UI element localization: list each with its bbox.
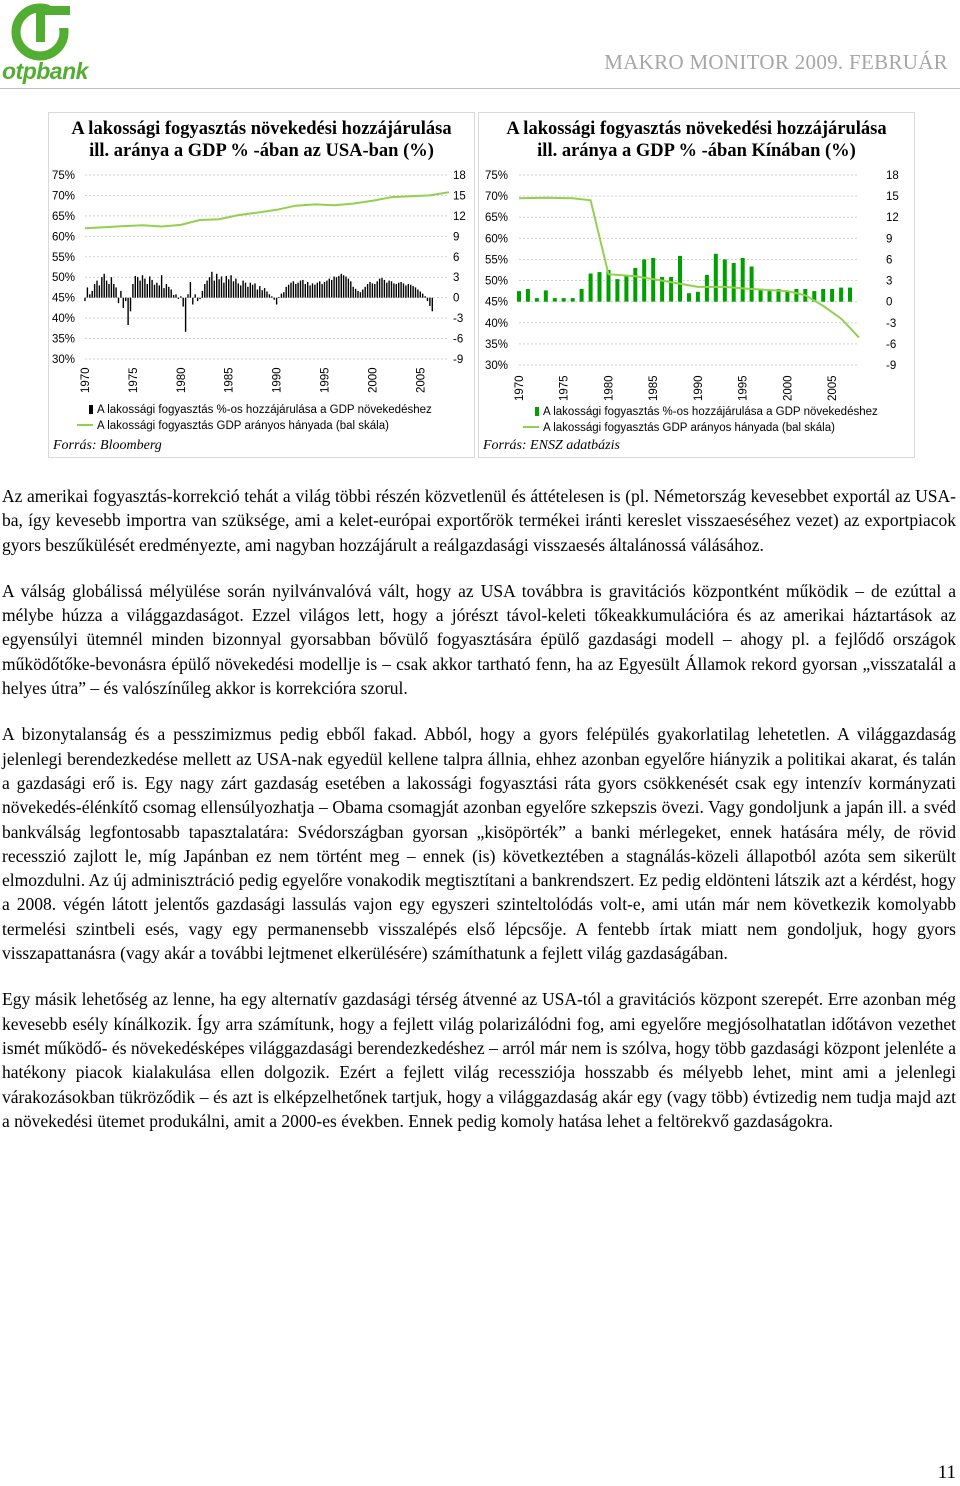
- contribution-bar: [381, 278, 382, 298]
- contribution-bar: [235, 279, 236, 298]
- right-axis-tick: -3: [886, 317, 897, 330]
- legend-bar-label: A lakossági fogyasztás %-os hozzájárulása a GDP növekedéshez: [97, 404, 432, 416]
- contribution-bar: [197, 298, 198, 301]
- contribution-bar: [195, 294, 196, 297]
- x-axis-tick: 2000: [367, 367, 380, 393]
- contribution-bar: [274, 298, 275, 300]
- contribution-bar: [391, 281, 392, 297]
- contribution-bar: [271, 296, 272, 297]
- contribution-bar: [87, 287, 88, 297]
- paragraph-4: Egy másik lehetőség az lenne, ha egy alternatív gazdasági térség átvenné az USA-tól a gravitációs központ szerepét. Erre azonban még kevesebb esély kínálkozik. Így arra számítunk, hogy a fejlett világ polarizálódni fog, ami egyelőre megjósolhatatlan időtávon vezethet ismét működő- és növekedésképes világgazdasági berendezkedéshez – arról már nem is szólva, hogy több gazdasági központ jelenléte a hatékony piacok kialakulása ellen dolgozik. Ezért a fejlett világ recessziója hosszabb és mélyebb lehet, mint ami a jelenlegi várakozásokban tükröződik – és azt is elképzelhetőnek tartjuk, hogy a világgazdaság akár egy (vagy több) évtizedig nem tudja majd azt a növekedési ütemet produkálni, amit a 2000-es években. Ennek pedig komoly hatása lehet a feltörekvő gazdaságokra.: [2, 989, 956, 1131]
- contribution-bar: [226, 276, 227, 298]
- contribution-bar: [283, 292, 284, 298]
- contribution-bar: [92, 291, 93, 298]
- contribution-bar: [132, 284, 133, 298]
- contribution-bar: [408, 284, 409, 298]
- contribution-bar: [115, 287, 116, 297]
- contribution-bar: [147, 284, 148, 298]
- contribution-bar: [209, 277, 210, 297]
- legend-bar-swatch: [535, 407, 539, 416]
- article-body: [2, 484, 956, 1155]
- contribution-bar: [242, 281, 243, 298]
- contribution-bar: [293, 281, 294, 297]
- contribution-bar: [149, 277, 150, 298]
- contribution-bar: [348, 279, 349, 298]
- right-axis-tick: -6: [453, 333, 464, 346]
- contribution-bar: [357, 291, 358, 298]
- contribution-bar: [384, 280, 385, 298]
- contribution-bar: [264, 288, 265, 298]
- contribution-bar: [362, 290, 363, 298]
- contribution-bar: [386, 283, 387, 298]
- left-axis-tick: 50%: [485, 275, 509, 288]
- contribution-bar: [365, 287, 366, 298]
- contribution-bar: [338, 276, 339, 298]
- contribution-bar: [398, 283, 399, 298]
- contribution-bar: [571, 298, 575, 302]
- contribution-bar: [297, 283, 298, 298]
- contribution-bar: [785, 291, 789, 302]
- contribution-bar: [615, 279, 619, 302]
- contribution-bar: [329, 279, 330, 298]
- contribution-bar: [317, 283, 318, 298]
- contribution-bar: [417, 290, 418, 298]
- x-axis-tick: 1970: [80, 367, 92, 393]
- contribution-bar: [839, 288, 843, 302]
- x-axis-tick: 1995: [737, 375, 750, 401]
- contribution-bar: [142, 275, 143, 298]
- contribution-bar: [321, 284, 322, 298]
- contribution-bar: [252, 285, 253, 298]
- left-axis-tick: 50%: [52, 272, 76, 285]
- right-axis-tick: 9: [886, 233, 893, 246]
- contribution-bar: [429, 298, 430, 306]
- contribution-bar: [642, 259, 646, 301]
- usa-chart-source: Forrás: Bloomberg: [53, 438, 162, 453]
- contribution-bar: [276, 298, 277, 305]
- right-axis-tick: 12: [453, 210, 466, 223]
- contribution-bar: [302, 280, 303, 298]
- contribution-bar: [369, 282, 370, 298]
- contribution-bar: [211, 272, 212, 298]
- contribution-bar: [269, 294, 270, 297]
- left-axis-tick: 35%: [52, 333, 76, 346]
- contribution-bar: [101, 277, 102, 297]
- contribution-bar: [166, 284, 167, 298]
- usa-chart: [49, 113, 476, 459]
- contribution-bar: [111, 277, 112, 297]
- contribution-bar: [314, 285, 315, 298]
- contribution-bar: [420, 292, 421, 298]
- contribution-bar: [393, 283, 394, 297]
- contribution-bar: [336, 277, 337, 297]
- right-axis-tick: -9: [453, 354, 464, 366]
- contribution-bar: [262, 290, 263, 298]
- contribution-bar: [161, 275, 162, 298]
- header-divider: [0, 88, 960, 89]
- contribution-bar: [154, 285, 155, 298]
- left-axis-tick: 45%: [485, 296, 509, 309]
- contribution-bar: [135, 276, 136, 298]
- page-header-title: MAKRO MONITOR 2009. FEBRUÁR: [604, 50, 948, 74]
- left-axis-tick: 70%: [485, 191, 509, 204]
- right-axis-tick: 15: [886, 191, 899, 204]
- right-axis-tick: 12: [886, 212, 899, 225]
- contribution-bar: [125, 298, 126, 301]
- logo-text: otpbank: [2, 58, 88, 84]
- contribution-bar: [286, 287, 287, 298]
- contribution-bar: [206, 281, 207, 298]
- contribution-bar: [794, 289, 798, 302]
- contribution-bar: [624, 275, 628, 302]
- left-axis-tick: 30%: [52, 354, 76, 366]
- contribution-bar: [178, 298, 179, 299]
- contribution-bar: [848, 288, 852, 302]
- otp-logo-icon: [10, 2, 80, 62]
- contribution-bar: [137, 277, 138, 297]
- contribution-bar: [230, 275, 231, 298]
- contribution-bar: [106, 281, 107, 298]
- contribution-bar: [214, 281, 215, 298]
- x-axis-tick: 1990: [692, 375, 705, 401]
- left-axis-tick: 55%: [485, 254, 509, 267]
- contribution-bar: [113, 284, 114, 298]
- contribution-bar: [326, 281, 327, 298]
- left-axis-tick: 40%: [52, 313, 76, 326]
- usa-chart-panel: [48, 112, 475, 458]
- contribution-bar: [305, 284, 306, 298]
- contribution-bar: [130, 298, 131, 312]
- contribution-bar: [350, 281, 351, 297]
- contribution-bar: [257, 290, 258, 298]
- contribution-bar: [341, 274, 342, 298]
- paragraph-2: A válság globálissá mélyülése során nyilvánvalóvá vált, hogy az USA továbbra is gravitációs központként működik – de ezúttal a mélybe húzza a világgazdaságot. Ezzel világos lett, hogy a jórészt távol-keleti tőkeakkumulációra és az amerikai háztartások az egyensúlyi ütemnél minden bizonnyal gyorsabban bővülő fogyasztására épülő gazdasági modell – ahogy pl. a fejlődő országok működőtőke-bevonásra épülő növekedési modellje is – csak akkor tartható fenn, ha az Egyesült Államok rekord gyorsan „visszatalál a helyes útra” – és valószínűleg akkor is korrekcióra szorul.: [2, 580, 956, 699]
- contribution-bar: [175, 294, 176, 297]
- right-axis-tick: 18: [886, 170, 899, 182]
- x-axis-tick: 2005: [415, 367, 428, 393]
- right-axis-tick: 6: [886, 254, 893, 267]
- contribution-bar: [99, 285, 100, 297]
- contribution-bar: [190, 282, 191, 298]
- contribution-bar: [396, 284, 397, 298]
- contribution-bar: [245, 283, 246, 298]
- contribution-bar: [403, 283, 404, 297]
- otpbank-logo: [0, 0, 92, 90]
- contribution-bar: [151, 280, 152, 298]
- contribution-bar: [400, 282, 401, 298]
- contribution-bar: [144, 279, 145, 298]
- contribution-bar: [108, 284, 109, 298]
- contribution-bar: [355, 289, 356, 298]
- right-axis-tick: -3: [453, 313, 464, 326]
- contribution-bar: [821, 289, 825, 302]
- contribution-bar: [678, 256, 682, 302]
- left-axis-tick: 30%: [485, 360, 509, 372]
- contribution-bar: [240, 285, 241, 297]
- contribution-bar: [343, 275, 344, 298]
- contribution-bar: [163, 288, 164, 298]
- left-axis-tick: 65%: [52, 210, 76, 223]
- consumption-share-line: [519, 198, 859, 338]
- china-chart-source: Forrás: ENSZ adatbázis: [483, 438, 620, 453]
- contribution-bar: [768, 291, 772, 302]
- contribution-bar: [290, 283, 291, 298]
- usa-chart-title-line2: ill. aránya a GDP % -ában az USA-ban (%): [89, 141, 434, 161]
- contribution-bar: [228, 279, 229, 297]
- contribution-bar: [432, 298, 433, 312]
- contribution-bar: [94, 284, 95, 298]
- usa-chart-title-line1: A lakossági fogyasztás növekedési hozzájárulása: [71, 119, 452, 139]
- right-axis-tick: 3: [453, 272, 460, 285]
- contribution-bar: [259, 286, 260, 298]
- x-axis-tick: 1995: [319, 367, 332, 393]
- contribution-bar: [254, 283, 255, 297]
- x-axis-tick: 1970: [514, 375, 526, 401]
- contribution-bar: [633, 268, 637, 302]
- contribution-bar: [183, 298, 184, 307]
- right-axis-tick: 0: [886, 296, 893, 309]
- contribution-bar: [759, 289, 763, 302]
- x-axis-tick: 2005: [827, 375, 840, 401]
- x-axis-tick: 1985: [648, 375, 661, 401]
- contribution-bar: [266, 292, 267, 298]
- contribution-bar: [732, 263, 736, 302]
- contribution-bar: [159, 285, 160, 297]
- contribution-bar: [377, 281, 378, 297]
- contribution-bar: [118, 298, 119, 304]
- right-axis-tick: 0: [453, 292, 460, 305]
- contribution-bar: [156, 283, 157, 298]
- contribution-bar: [233, 281, 234, 297]
- china-chart-panel: [478, 112, 915, 458]
- contribution-bar: [422, 294, 423, 298]
- contribution-bar: [410, 285, 411, 298]
- contribution-bar: [218, 279, 219, 297]
- contribution-bar: [168, 287, 169, 298]
- legend-line-label: A lakossági fogyasztás GDP arányos hányada (bal skála): [543, 422, 835, 434]
- contribution-bar: [295, 284, 296, 298]
- contribution-bar: [589, 274, 593, 302]
- left-axis-tick: 35%: [485, 338, 509, 351]
- contribution-bar: [367, 284, 368, 298]
- contribution-bar: [526, 289, 530, 302]
- contribution-bar: [84, 298, 85, 301]
- contribution-bar: [372, 283, 373, 297]
- contribution-bar: [333, 277, 334, 298]
- contribution-bar: [830, 289, 834, 302]
- contribution-bar: [250, 283, 251, 298]
- paragraph-3: A bizonytalanság és a pesszimizmus pedig ebből fakad. Abból, hogy a gyors felépülés gyakorlatilag lehetetlen. A világgazdaság jelenlegi berendezkedése mellett az USA-nak egyedül kellene talpra állnia, ehhez azonban egyelőre hiányzik a politikai akarat, és talán a gazdasági erő is. Egy nagy zárt gazdaság esetében a lakossági fogyasztási ráta gyors csökkenését csak egy intenzív kormányzati növekedés-élénkítő csomag ellensúlyozhatja – Obama csomagját azonban egyelőre szkepszis övezi. Vagy gondoljunk a japán ill. a svéd bankválság legfontosabb tapasztalatára: Svédországban gyorsan „kisöpörték” a banki mérlegeket, ennek hatására mély, de rövid recesszió zajlott le, míg Japánban ez nem történt meg – ennek (is) következtében a stagnálás-közeli állapotból azóta sem sikerült elmozdulni. Az új adminisztráció pedig egyelőre vonakodik megtisztítani a bankrendszert. Ez pedig eldönteni látszik azt a kérdést, hogy a 2008. végén látott jelentős gazdasági lassulás vajon egy egyszeri szinteltolódás volt-e, ami után már nem következik komolyabb termelési szintbeli esés, vagy egy permanensebb visszalépés első lépcsője. A fentebb írtak miatt nem gondoljuk, hogy gyors visszapattanásra (vagy akár a további lejtmenet elkerülésére) számíthatunk a fejlett világ gazdaságában.: [2, 724, 956, 964]
- left-axis-tick: 60%: [52, 231, 76, 244]
- contribution-bar: [319, 281, 320, 297]
- contribution-bar: [120, 291, 121, 298]
- contribution-bar: [278, 297, 279, 298]
- legend-line-label: A lakossági fogyasztás GDP arányos hányada (bal skála): [97, 420, 389, 432]
- contribution-bar: [171, 290, 172, 298]
- contribution-bar: [204, 284, 205, 298]
- left-axis-tick: 75%: [485, 170, 509, 182]
- left-axis-tick: 55%: [52, 251, 76, 264]
- contribution-bar: [312, 283, 313, 297]
- right-axis-tick: -9: [886, 360, 897, 372]
- contribution-bar: [223, 283, 224, 298]
- contribution-bar: [96, 281, 97, 298]
- contribution-bar: [360, 292, 361, 298]
- left-axis-tick: 70%: [52, 190, 76, 203]
- contribution-bar: [687, 293, 691, 301]
- right-axis-tick: 3: [886, 275, 893, 288]
- contribution-bar: [199, 298, 200, 299]
- contribution-bar: [247, 287, 248, 298]
- contribution-bar: [424, 296, 425, 297]
- left-axis-tick: 75%: [52, 170, 76, 182]
- contribution-bar: [307, 282, 308, 298]
- contribution-bar: [173, 295, 174, 298]
- right-axis-tick: 15: [453, 190, 466, 203]
- contribution-bar: [345, 277, 346, 298]
- right-axis-tick: 9: [453, 231, 460, 244]
- contribution-bar: [331, 280, 332, 298]
- contribution-bar: [705, 275, 709, 302]
- page-number: 11: [937, 1462, 956, 1483]
- x-axis-tick: 1985: [223, 367, 236, 393]
- contribution-bar: [309, 285, 310, 297]
- china-chart: [479, 113, 916, 459]
- contribution-bar: [324, 282, 325, 298]
- contribution-bar: [216, 274, 217, 298]
- contribution-bar: [202, 291, 203, 298]
- left-axis-tick: 45%: [52, 292, 76, 305]
- contribution-bar: [517, 291, 521, 302]
- contribution-bar: [598, 272, 602, 302]
- legend-bar-swatch: [89, 405, 93, 414]
- contribution-bar: [281, 294, 282, 298]
- paragraph-1: Az amerikai fogyasztás-korrekció tehát a világ többi részén közvetlenül és áttételesen is (pl. Németország kevesebbet exportál az USA-ba, így kevesebb importra van szüksége, ami a kelet-európai exportőrök termékei iránti kereslet visszaeséséhez vezet) az exportpiacok gyors beszűkülését eredményezte, ami nagyban hozzájárult a reálgazdasági visszaesés általánossá válásához.: [2, 486, 956, 555]
- contribution-bar: [562, 298, 566, 302]
- x-axis-tick: 1975: [127, 367, 140, 393]
- legend-bar-label: A lakossági fogyasztás %-os hozzájárulása a GDP növekedéshez: [543, 406, 878, 418]
- contribution-bar: [180, 296, 181, 297]
- right-axis-tick: 18: [453, 170, 466, 182]
- x-axis-tick: 2000: [782, 375, 795, 401]
- contribution-bar: [412, 286, 413, 298]
- x-axis-tick: 1990: [271, 367, 284, 393]
- x-axis-tick: 1980: [603, 375, 616, 401]
- contribution-bar: [221, 277, 222, 298]
- contribution-bar: [127, 298, 128, 325]
- contribution-bar: [104, 274, 105, 298]
- china-chart-title-line1: A lakossági fogyasztás növekedési hozzájárulása: [506, 119, 887, 139]
- right-axis-tick: 6: [453, 251, 460, 264]
- contribution-bar: [415, 287, 416, 297]
- contribution-bar: [300, 281, 301, 298]
- contribution-bar: [714, 254, 718, 302]
- contribution-bar: [388, 281, 389, 298]
- contribution-bar: [696, 292, 700, 302]
- left-axis-tick: 60%: [485, 233, 509, 246]
- x-axis-tick: 1975: [558, 375, 571, 401]
- left-axis-tick: 40%: [485, 317, 509, 330]
- x-axis-tick: 1980: [175, 367, 188, 393]
- contribution-bar: [123, 298, 124, 308]
- left-axis-tick: 65%: [485, 212, 509, 225]
- contribution-bar: [187, 294, 188, 297]
- contribution-bar: [723, 259, 727, 301]
- contribution-bar: [580, 289, 584, 302]
- contribution-bar: [750, 267, 754, 302]
- china-chart-title-line2: ill. aránya a GDP % -ában Kínában (%): [537, 141, 856, 161]
- contribution-bar: [353, 287, 354, 298]
- contribution-bar: [139, 281, 140, 298]
- contribution-bar: [379, 279, 380, 298]
- contribution-bar: [427, 298, 428, 301]
- contribution-bar: [544, 290, 548, 301]
- contribution-bar: [89, 294, 90, 297]
- contribution-bar: [405, 285, 406, 297]
- contribution-bar: [185, 298, 186, 332]
- contribution-bar: [553, 298, 557, 302]
- right-axis-tick: -6: [886, 338, 897, 351]
- contribution-bar: [288, 285, 289, 298]
- contribution-bar: [192, 298, 193, 305]
- contribution-bar: [238, 283, 239, 297]
- contribution-bar: [535, 298, 539, 302]
- consumption-share-line: [85, 192, 449, 228]
- contribution-bar: [669, 277, 673, 302]
- contribution-bar: [741, 258, 745, 302]
- contribution-bar: [374, 284, 375, 298]
